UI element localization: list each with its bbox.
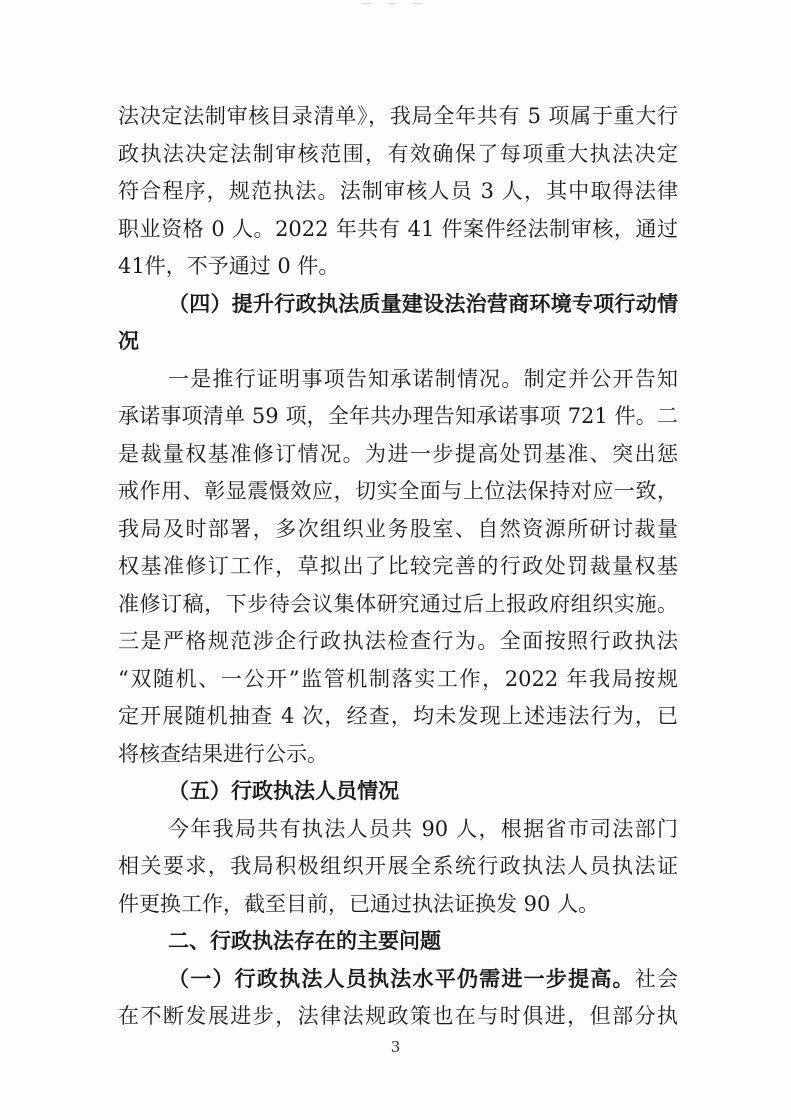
section-heading: （四）提升行政执法质量建设法治营商环境专项行动情 xyxy=(168,290,678,316)
paragraph-line: 戒作用、彰显震慑效应，切实全面与上位法保持对应一致， xyxy=(118,479,678,503)
paragraph-line: 我局及时部署，多次组织业务股室、自然资源所研讨裁量 xyxy=(118,516,678,541)
paragraph-line: 定开展随机抽查 4 次，经查，均未发现上述违法行为，已 xyxy=(118,704,678,728)
paragraph-line: 41件，不予通过 0 件。 xyxy=(118,254,340,278)
paragraph-line: 是裁量权基准修订情况。为进一步提高处罚基准、突出惩 xyxy=(118,441,678,466)
section-heading: 二、行政执法存在的主要问题 xyxy=(168,928,441,953)
page-number: 3 xyxy=(390,1038,401,1056)
paragraph-line: 将核查结果进行公示。 xyxy=(118,741,328,766)
section-heading: 况 xyxy=(118,328,139,353)
section-heading: （五）行政执法人员情况 xyxy=(168,778,399,803)
problem-text: 社会 xyxy=(634,966,679,991)
paragraph-line: 准修订稿，下步待会议集体研究通过后上报政府组织实施。 xyxy=(118,591,678,616)
paragraph-line: 政执法决定法制审核范围，有效确保了每项重大执法决定 xyxy=(118,141,678,166)
paragraph-line: 今年我局共有执法人员共 90 人，根据省市司法部门 xyxy=(168,816,678,841)
section-heading xyxy=(168,963,678,995)
paragraph-line: 承诺事项清单 59 项，全年共办理告知承诺事项 721 件。二 xyxy=(118,404,678,428)
paragraph-line: 符合程序，规范执法。法制审核人员 3 人，其中取得法律 xyxy=(118,179,678,203)
paragraph-line: 法决定法制审核目录清单》，我局全年共有 5 项属于重大行 xyxy=(118,104,678,128)
paragraph-line: 件更换工作，截至目前，已通过执法证换发 90 人。 xyxy=(118,891,600,916)
paragraph-line: 职业资格 0 人。2022 年共有 41 件案件经法制审核，通过 xyxy=(118,216,678,241)
paragraph-line: 一是推行证明事项告知承诺制情况。制定并公开告知 xyxy=(168,366,678,391)
paragraph-line: 相关要求，我局积极组织开展全系统行政执法人员执法证 xyxy=(118,854,678,878)
paragraph-line: 三是严格规范涉企行政执法检查行为。全面按照行政执法 xyxy=(118,629,678,653)
paragraph-line: “双随机、一公开”监管机制落实工作，2022 年我局按规 xyxy=(118,666,678,691)
paragraph-line: 权基准修订工作，草拟出了比较完善的行政处罚裁量权基 xyxy=(118,554,678,578)
header-mark: — — — xyxy=(361,0,429,8)
problem-heading: （一）行政执法人员执法水平仍需进一步提高。 xyxy=(168,965,635,991)
paragraph-line: 在不断发展进步，法律法规政策也在与时俱进，但部分执 xyxy=(118,1004,678,1028)
